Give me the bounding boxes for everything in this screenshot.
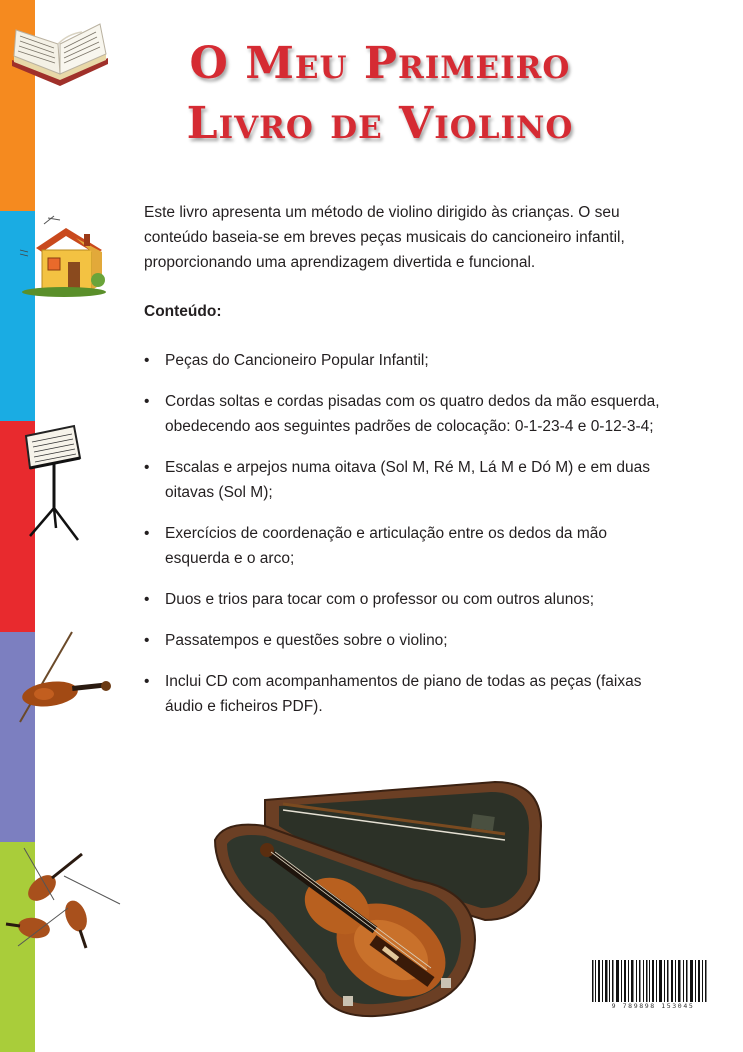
contents-list [144, 348, 664, 719]
violin-case-icon [205, 770, 545, 1026]
barcode-digits: 9 789898 153045 [588, 1002, 718, 1010]
book-title [120, 34, 640, 154]
description-content [144, 200, 664, 735]
list-item: • Exercícios de coordenação e articulação entre os dedos da mão esquerda e o arco; [144, 521, 664, 571]
music-stand-icon [20, 424, 84, 546]
contents-heading: Conteúdo: [144, 303, 222, 320]
violins-icon [4, 846, 124, 952]
list-item: • Passatempos e questões sobre o violino; [144, 628, 664, 653]
list-item: • Inclui CD com acompanhamentos de piano de todas as peças (faixas áudio e ficheiros PDF). [144, 669, 664, 719]
title-line-2: Livro de Violino [186, 98, 574, 149]
intro-paragraph: Este livro apresenta um método de violino dirigido às crianças. O seu conteúdo baseia-se em breves peças musicais do cancioneiro infantil, proporcionando uma aprendizagem divertida e funcional. [144, 204, 625, 271]
open-book-icon [8, 10, 112, 90]
list-item: • Cordas soltas e cordas pisadas com os quatro dedos da mão esquerda, obedecendo aos seguintes padrões de colocação: 0-1-23-4 e 0-12-3-4; [144, 389, 664, 439]
list-item: • Peças do Cancioneiro Popular Infantil; [144, 348, 664, 373]
violin-icon [10, 630, 114, 726]
title-line-1: O Meu Primeiro [189, 38, 571, 89]
list-item: • Escalas e arpejos numa oitava (Sol M, Ré M, Lá M e Dó M) e em duas oitavas (Sol M); [144, 455, 664, 505]
house-icon [14, 214, 110, 298]
list-item: • Duos e trios para tocar com o professor ou com outros alunos; [144, 587, 664, 612]
